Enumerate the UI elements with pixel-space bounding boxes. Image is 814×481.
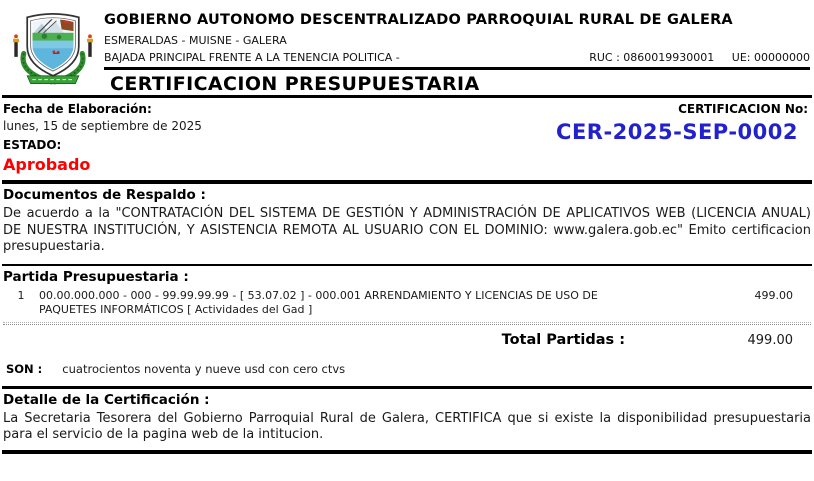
respaldo-title: Documentos de Respaldo : xyxy=(3,187,206,203)
total-value: 499.00 xyxy=(747,332,793,348)
respaldo-body: De acuerdo a la "CONTRATACIÓN DEL SISTEMA DE GESTIÓN Y ADMINISTRACIÓN DE APLICATIVOS WEB (LICENCIA ANUAL) DE NUESTRA INSTITUCIÓN, Y ASISTENCIA REMOTA AL USUARIO CON EL DOMINIO: www.galera.gob.ec" Emito certificacion presupuestaria. xyxy=(3,206,811,254)
certification-number-value: CER-2025-SEP-0002 xyxy=(556,120,798,144)
son-label: SON : xyxy=(6,361,43,376)
fecha-label: Fecha de Elaboración: xyxy=(3,102,152,116)
ruc-value: RUC : 0860019930001 xyxy=(589,51,715,64)
partida-section xyxy=(0,266,814,386)
detalle-body: La Secretaria Tesorera del Gobierno Parroquial Rural de Galera, CERTIFICA que si existe la disponibilidad presupuestaria para el servicio de la pagina web de la intitucion. xyxy=(3,410,811,442)
son-value: cuatrocientos noventa y nueve usd con cero ctvs xyxy=(62,361,346,376)
respaldo-section xyxy=(0,184,814,264)
amount-in-words-row xyxy=(3,348,811,376)
right-torch-icon xyxy=(87,34,93,57)
partida-row-code: 00.00.000.000 - 000 - 99.99.99.99 - [ 53.07.02 ] - 000.001 ARRENDAMIENTO Y LICENCIAS DE USO DE PAQUETES INFORMÁTICOS [ Actividades del Gad ] xyxy=(39,288,598,316)
partida-row-number: 1 xyxy=(17,288,25,302)
table-row xyxy=(3,289,811,317)
estado-value: Aprobado xyxy=(3,155,91,174)
org-location: ESMERALDAS - MUISNE - GALERA xyxy=(104,34,287,47)
document-header xyxy=(0,0,814,95)
org-name: GOBIERNO AUTONOMO DESCENTRALIZADO PARROQUIAL RURAL DE GALERA xyxy=(104,12,733,28)
fecha-value: lunes, 15 de septiembre de 2025 xyxy=(3,119,202,133)
header-text-block xyxy=(104,6,810,95)
divider-bottom xyxy=(2,450,812,454)
partida-row-amount: 499.00 xyxy=(754,288,793,302)
total-row xyxy=(3,325,811,348)
shield-emblem-icon xyxy=(10,10,96,90)
total-label: Total Partidas : xyxy=(501,331,625,348)
certification-number-label: CERTIFICACION No: xyxy=(678,102,808,116)
info-right-column xyxy=(556,102,808,174)
detalle-title: Detalle de la Certificación : xyxy=(3,391,210,408)
info-left-column xyxy=(3,102,202,174)
left-torch-icon xyxy=(13,34,19,57)
estado-label: ESTADO: xyxy=(3,138,62,152)
detalle-section xyxy=(0,389,814,450)
address-row xyxy=(104,51,810,64)
document-title: CERTIFICACION PRESUPUESTARIA xyxy=(110,73,480,95)
partida-title: Partida Presupuestaria : xyxy=(3,268,189,285)
ruc-ue-line xyxy=(575,51,810,64)
org-address: BAJADA PRINCIPAL FRENTE A LA TENENCIA POLITICA - xyxy=(104,51,400,64)
header-divider xyxy=(104,67,810,70)
info-section xyxy=(0,98,814,180)
coat-of-arms-logo xyxy=(10,6,104,95)
ue-value: UE: 00000000 xyxy=(731,51,810,64)
